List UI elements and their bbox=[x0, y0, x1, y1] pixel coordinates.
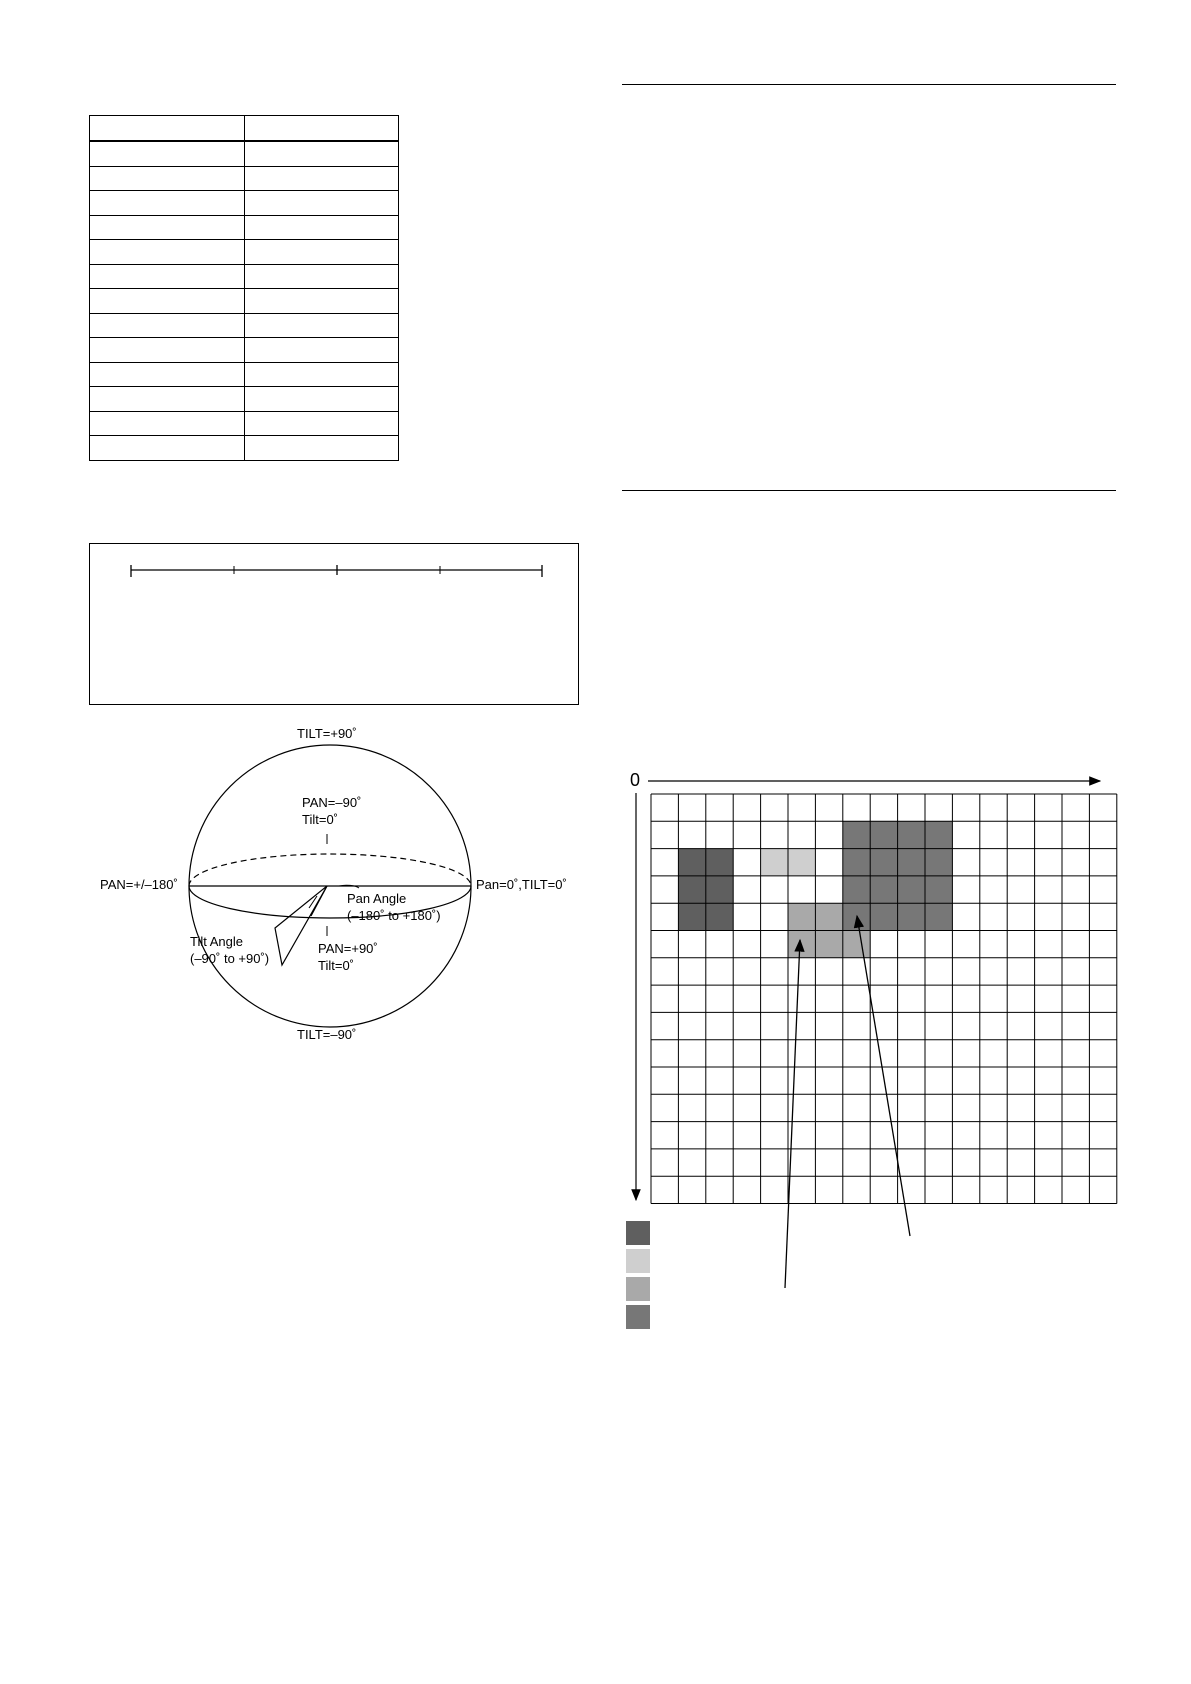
grid-cell-dark bbox=[706, 849, 733, 876]
tilt-angle-range-label: (–90˚ to +90˚) bbox=[190, 951, 270, 966]
table-cell bbox=[245, 116, 399, 142]
grid-cell-medium bbox=[815, 931, 842, 958]
table-row bbox=[90, 166, 399, 191]
table-cell bbox=[245, 240, 399, 265]
legend-swatch-mid-dark bbox=[626, 1305, 650, 1329]
grid-cell-mid-dark bbox=[843, 849, 870, 876]
grid-cell-light bbox=[761, 849, 788, 876]
table-cell bbox=[90, 362, 245, 387]
table-cell bbox=[245, 166, 399, 191]
pan-angle-range-label: (–180˚ to +180˚) bbox=[347, 908, 441, 923]
pan-zero-tilt-zero-label: Pan=0˚,TILT=0˚ bbox=[476, 877, 567, 892]
grid-cell-mid-dark bbox=[870, 849, 897, 876]
timeline-scale bbox=[90, 544, 578, 704]
table-cell bbox=[90, 240, 245, 265]
table-cell bbox=[245, 289, 399, 314]
pan-angle-label: Pan Angle bbox=[347, 891, 407, 906]
grid-cell-mid-dark bbox=[925, 876, 952, 903]
table-cell bbox=[245, 313, 399, 338]
table-row bbox=[90, 141, 399, 166]
legend-swatch-dark bbox=[626, 1221, 650, 1245]
table-row bbox=[90, 289, 399, 314]
grid-cell-dark bbox=[678, 849, 705, 876]
table-row bbox=[90, 264, 399, 289]
table-row bbox=[90, 191, 399, 216]
table-cell bbox=[90, 387, 245, 412]
table-cell bbox=[245, 362, 399, 387]
tilt-plus90-label: TILT=+90˚ bbox=[297, 726, 357, 741]
table-cell bbox=[245, 264, 399, 289]
grid-cell-dark bbox=[678, 903, 705, 930]
section-rule-middle bbox=[622, 490, 1116, 491]
legend-swatch-medium bbox=[626, 1277, 650, 1301]
pan-minus90-label: PAN=–90˚ bbox=[302, 795, 362, 810]
grid-cell-mid-dark bbox=[898, 876, 925, 903]
grid-cell-light bbox=[788, 849, 815, 876]
table-cell bbox=[90, 289, 245, 314]
table-cell bbox=[90, 411, 245, 436]
pointer-arrow-medium bbox=[785, 940, 800, 1288]
table-row bbox=[90, 436, 399, 461]
timeline-box bbox=[89, 543, 579, 705]
grid-legend bbox=[626, 1221, 650, 1329]
table-cell bbox=[245, 338, 399, 363]
table-cell bbox=[245, 411, 399, 436]
table-row bbox=[90, 116, 399, 142]
grid-cell-mid-dark bbox=[925, 849, 952, 876]
table-row bbox=[90, 362, 399, 387]
origin-label: 0 bbox=[630, 770, 641, 790]
pan-plus90-label: PAN=+90˚ bbox=[318, 941, 378, 956]
table-cell bbox=[90, 116, 245, 142]
grid-cell-mid-dark bbox=[925, 821, 952, 848]
legend-swatch-light bbox=[626, 1249, 650, 1273]
grid-cell-mid-dark bbox=[898, 849, 925, 876]
table-row bbox=[90, 215, 399, 240]
grid-cell-mid-dark bbox=[870, 876, 897, 903]
table-cell bbox=[90, 338, 245, 363]
grid-cell-mid-dark bbox=[898, 903, 925, 930]
table-cell bbox=[90, 191, 245, 216]
table-cell bbox=[90, 313, 245, 338]
table-cell bbox=[245, 191, 399, 216]
tilt-zero-label-top: Tilt=0˚ bbox=[302, 812, 338, 827]
table-cell bbox=[245, 436, 399, 461]
table-cell bbox=[90, 166, 245, 191]
grid-cell-mid-dark bbox=[870, 903, 897, 930]
grid-cell-dark bbox=[678, 876, 705, 903]
empty-table bbox=[89, 115, 399, 461]
grid-cell-dark bbox=[706, 903, 733, 930]
tilt-zero-label-bottom: Tilt=0˚ bbox=[318, 958, 354, 973]
grid-cell-dark bbox=[706, 876, 733, 903]
pan-180-label: PAN=+/–180˚ bbox=[100, 877, 178, 892]
equator-back bbox=[189, 854, 471, 886]
table-row bbox=[90, 411, 399, 436]
grid-cell-medium bbox=[788, 903, 815, 930]
table-cell bbox=[245, 215, 399, 240]
table-cell bbox=[90, 264, 245, 289]
tilt-minus90-label: TILT=–90˚ bbox=[297, 1027, 357, 1042]
pointer-arrow-mid-dark bbox=[857, 916, 910, 1236]
grid-diagram bbox=[620, 770, 1120, 1350]
grid-cell-medium bbox=[788, 931, 815, 958]
grid-cell-mid-dark bbox=[925, 903, 952, 930]
table-row bbox=[90, 313, 399, 338]
table-cell bbox=[90, 436, 245, 461]
grid-cell-mid-dark bbox=[843, 876, 870, 903]
grid-cell-mid-dark bbox=[898, 821, 925, 848]
table-row bbox=[90, 387, 399, 412]
table-row bbox=[90, 338, 399, 363]
grid-cell-medium bbox=[843, 931, 870, 958]
table-cell bbox=[245, 141, 399, 166]
tilt-angle-label: Tilt Angle bbox=[190, 934, 243, 949]
table-cell bbox=[245, 387, 399, 412]
section-rule-top bbox=[622, 84, 1116, 85]
grid-cell-mid-dark bbox=[843, 821, 870, 848]
table-cell bbox=[90, 215, 245, 240]
grid-cell-medium bbox=[815, 903, 842, 930]
table-row bbox=[90, 240, 399, 265]
grid-cell-mid-dark bbox=[870, 821, 897, 848]
table-cell bbox=[90, 141, 245, 166]
